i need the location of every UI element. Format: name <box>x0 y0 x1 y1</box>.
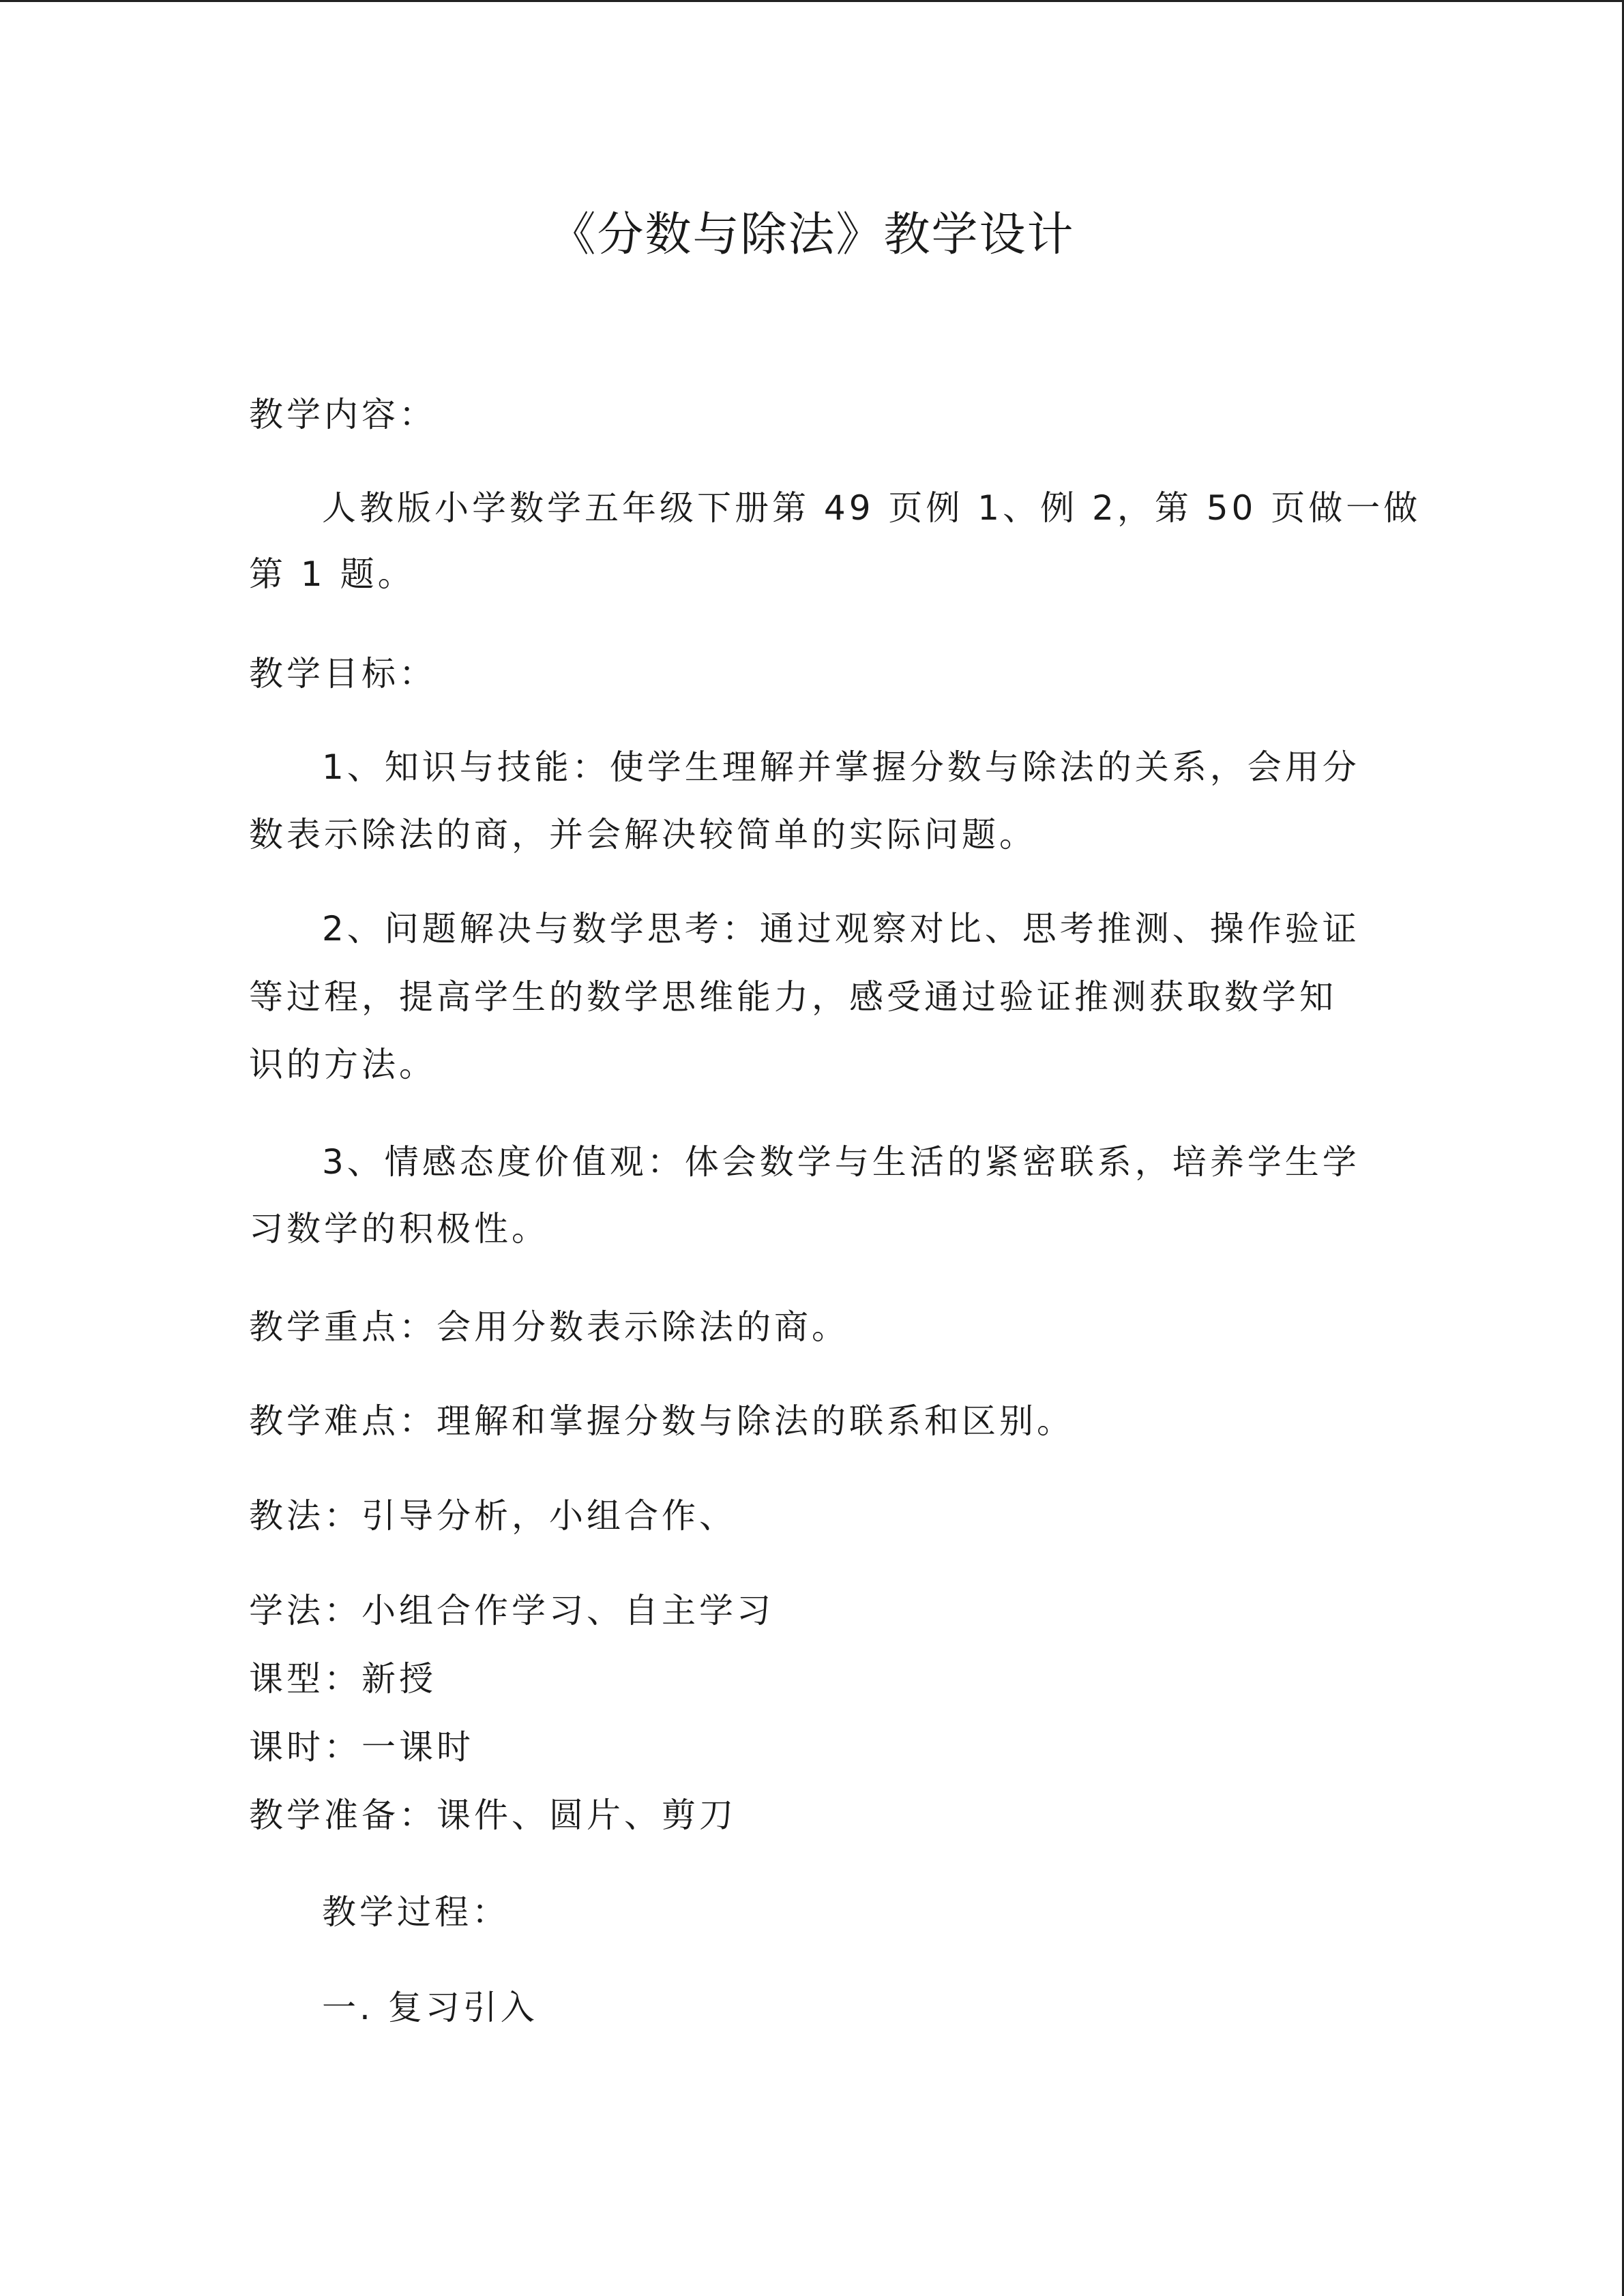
page-top-border <box>0 0 1624 2</box>
goal-2-line-3: 识的方法。 <box>249 1045 437 1084</box>
goal-2-line-1: 2、问题解决与数学思考：通过观察对比、思考推测、操作验证 <box>322 909 1360 949</box>
lesson-type: 课型：新授 <box>249 1659 437 1699</box>
goal-3-line-2: 习数学的积极性。 <box>249 1209 549 1249</box>
learning-method: 学法：小组合作学习、自主学习 <box>249 1591 774 1630</box>
goal-1-line-2: 数表示除法的商，并会解决较简单的实际问题。 <box>249 815 1037 854</box>
content-text-line-1: 人教版小学数学五年级下册第 49 页例 1、例 2，第 50 页做一做 <box>322 488 1421 528</box>
content-text-line-2: 第 1 题。 <box>249 554 415 594</box>
teaching-method: 教法：引导分析，小组合作、 <box>249 1496 737 1536</box>
goal-2-line-2: 等过程，提高学生的数学思维能力，感受通过验证推测获取数学知 <box>249 977 1337 1017</box>
goal-3-line-1: 3、情感态度价值观：体会数学与生活的紧密联系，培养学生学 <box>322 1142 1360 1182</box>
goal-1-line-1: 1、知识与技能：使学生理解并掌握分数与除法的关系，会用分 <box>322 747 1360 787</box>
goals-heading: 教学目标： <box>249 654 437 694</box>
process-heading: 教学过程： <box>322 1892 510 1932</box>
content-heading: 教学内容： <box>249 395 437 434</box>
key-point: 教学重点：会用分数表示除法的商。 <box>249 1307 849 1347</box>
lesson-hours: 课时：一课时 <box>249 1727 474 1767</box>
difficulty: 教学难点：理解和掌握分数与除法的联系和区别。 <box>249 1401 1074 1441</box>
preparation: 教学准备：课件、圆片、剪刀 <box>249 1795 737 1835</box>
document-title: 《分数与除法》教学设计 <box>549 208 1075 262</box>
section-one-heading: 一. 复习引入 <box>322 1988 538 2027</box>
